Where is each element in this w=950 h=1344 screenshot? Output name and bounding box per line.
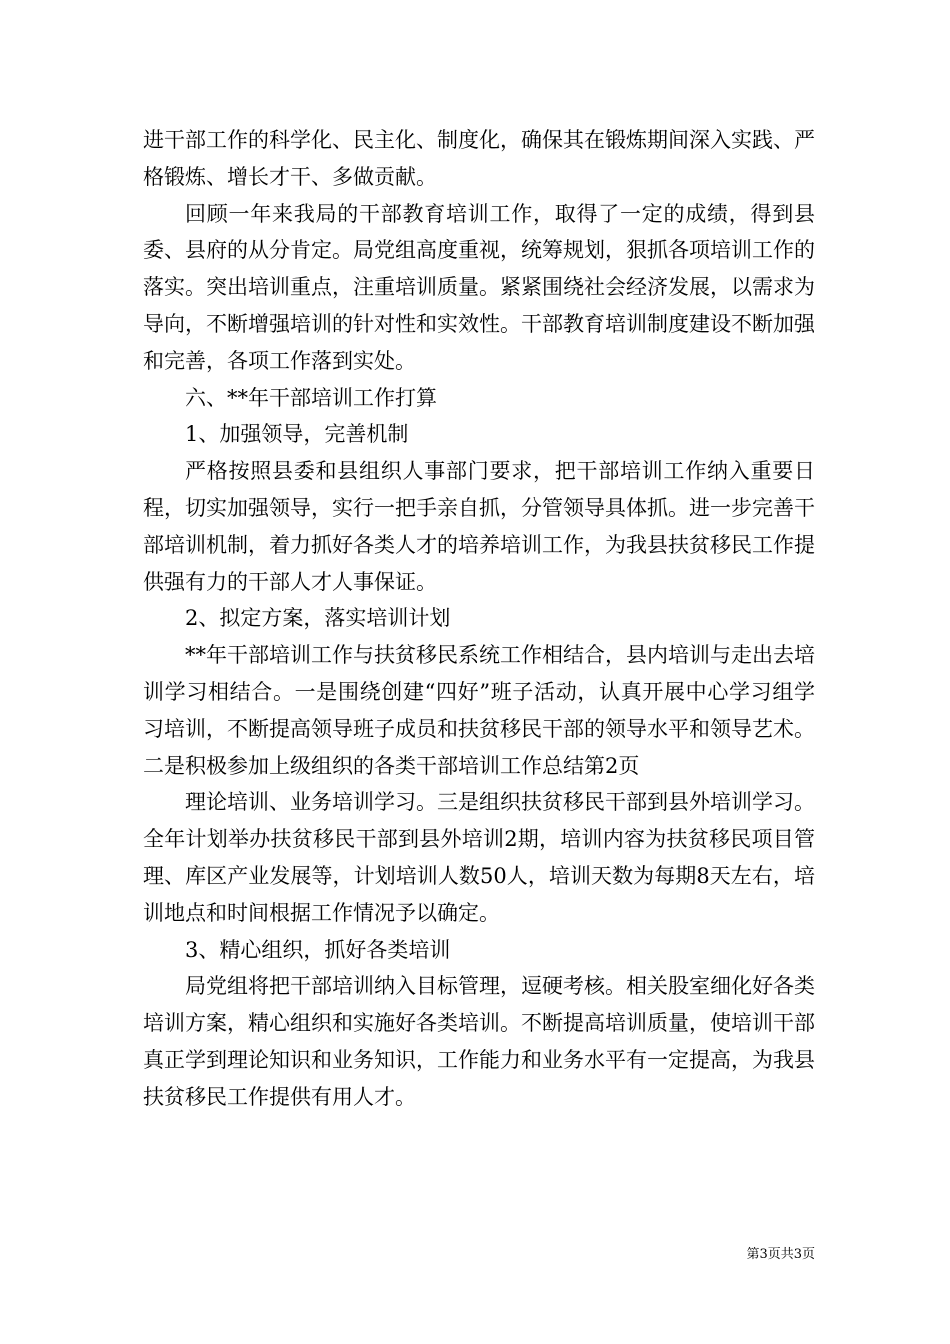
- page-number-footer: 第3页共3页: [746, 1247, 815, 1262]
- subheading-leadership: 1、加强领导，完善机制: [185, 422, 409, 447]
- document-body: [143, 122, 815, 1116]
- paragraph-plan: **年干部培训工作与扶贫移民系统工作相结合，县内培训与走出去培训学习相结合。一是围绕创建“四好”班子活动，认真开展中心学习组学习培训，不断提高领导班子成员和扶贫移民干部的领导水平和领导艺术。二是积极参加上级组织的各类干部培训工作总结第2页: [143, 643, 815, 778]
- paragraph-continuation: 进干部工作的科学化、民主化、制度化，确保其在锻炼期间深入实践、严格锻炼、增长才干、多做贡献。: [143, 128, 815, 189]
- subheading-plan: 2、拟定方案，落实培训计划: [185, 606, 451, 631]
- subheading-organize: 3、精心组织，抓好各类培训: [185, 937, 451, 962]
- paragraph-organize: 局党组将把干部培训纳入目标管理，逗硬考核。相关股室细化好各类培训方案，精心组织和实施好各类培训。不断提高培训质量，使培训干部真正学到理论知识和业务知识，工作能力和业务水平有一定提高，为我县扶贫移民工作提供有用人才。: [143, 974, 815, 1109]
- paragraph-training: 理论培训、业务培训学习。三是组织扶贫移民干部到县外培训学习。全年计划举办扶贫移民干部到县外培训2期，培训内容为扶贫移民项目管理、库区产业发展等，计划培训人数50人，培训天数为每期8天左右，培训地点和时间根据工作情况予以确定。: [143, 790, 815, 925]
- section-heading-plan: 六、**年干部培训工作打算: [185, 385, 437, 410]
- paragraph-leadership: 严格按照县委和县组织人事部门要求，把干部培训工作纳入重要日程，切实加强领导，实行一把手亲自抓，分管领导具体抓。进一步完善干部培训机制，着力抓好各类人才的培养培训工作，为我县扶贫移民工作提供强有力的干部人才人事保证。: [143, 459, 815, 594]
- paragraph-review: 回顾一年来我局的干部教育培训工作，取得了一定的成绩，得到县委、县府的从分肯定。局党组高度重视，统筹规划，狠抓各项培训工作的落实。突出培训重点，注重培训质量。紧紧围绕社会经济发展，以需求为导向，不断增强培训的针对性和实效性。干部教育培训制度建设不断加强和完善，各项工作落到实处。: [143, 201, 815, 373]
